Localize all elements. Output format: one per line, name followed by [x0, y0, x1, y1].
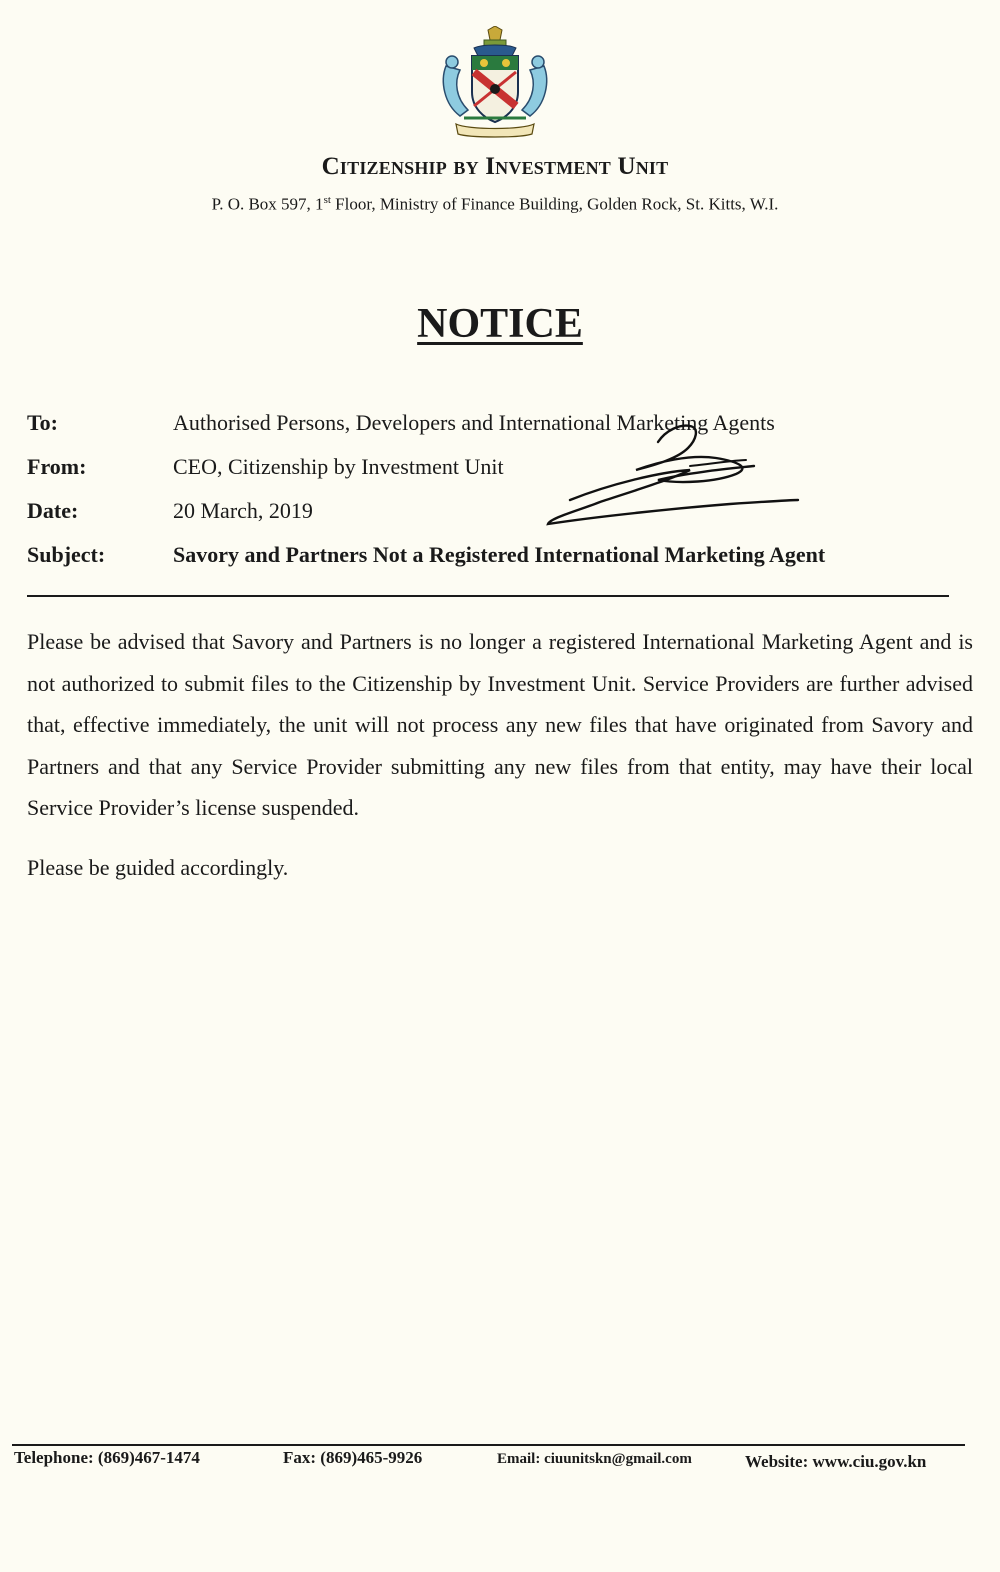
- address-suffix: Floor, Ministry of Finance Building, Golden Rock, St. Kitts, W.I.: [330, 194, 779, 214]
- address-prefix: P. O. Box 597, 1: [211, 194, 324, 214]
- footer-fax: [283, 1448, 422, 1468]
- organization-name: Citizenship by Investment Unit: [321, 153, 669, 180]
- footer-divider: [12, 1444, 965, 1446]
- notice-body: Please be advised that Savory and Partners is no longer a registered International Marketing Agent and is not authorized to submit files to the Citizenship by Investment Unit. Service Providers are further advised that, effective immediately, the unit will not process any new files that have originated from Savory and Partners and that any Service Provider submitting any new files from that entity, may have their local Service Provider’s license suspended.: [27, 629, 973, 820]
- date-value: 20 March, 2019: [173, 498, 313, 523]
- header-divider: [27, 595, 949, 597]
- to-row: [27, 410, 967, 440]
- date-label: Date:: [27, 498, 79, 523]
- subject-label: Subject:: [27, 542, 106, 567]
- telephone-label: Telephone:: [14, 1448, 94, 1467]
- date-row: [27, 498, 967, 528]
- closing-line: Please be guided accordingly.: [27, 855, 289, 880]
- coat-of-arms-icon: [438, 26, 552, 138]
- email-value: ciuunitskn@gmail.com: [544, 1451, 692, 1467]
- signature: [540, 420, 810, 530]
- fax-label: Fax:: [283, 1448, 317, 1467]
- website-label: Website:: [745, 1452, 809, 1471]
- footer-website: [745, 1452, 926, 1472]
- subject-row: [27, 542, 967, 572]
- footer-email: [497, 1451, 692, 1468]
- notice-title: NOTICE: [417, 301, 583, 347]
- subject-value: Savory and Partners Not a Registered International Marketing Agent: [173, 542, 826, 567]
- from-row: [27, 454, 967, 484]
- organization-address: [0, 194, 990, 215]
- fax-value: (869)465-9926: [320, 1448, 423, 1467]
- footer-telephone: [14, 1448, 200, 1468]
- address-superscript: st: [323, 194, 331, 206]
- from-value: CEO, Citizenship by Investment Unit: [173, 454, 504, 479]
- to-value: Authorised Persons, Developers and International Marketing Agents: [173, 410, 775, 435]
- to-label: To:: [27, 410, 58, 435]
- from-label: From:: [27, 454, 87, 479]
- website-value: www.ciu.gov.kn: [812, 1452, 927, 1471]
- email-label: Email:: [497, 1451, 541, 1467]
- telephone-value: (869)467-1474: [97, 1448, 200, 1467]
